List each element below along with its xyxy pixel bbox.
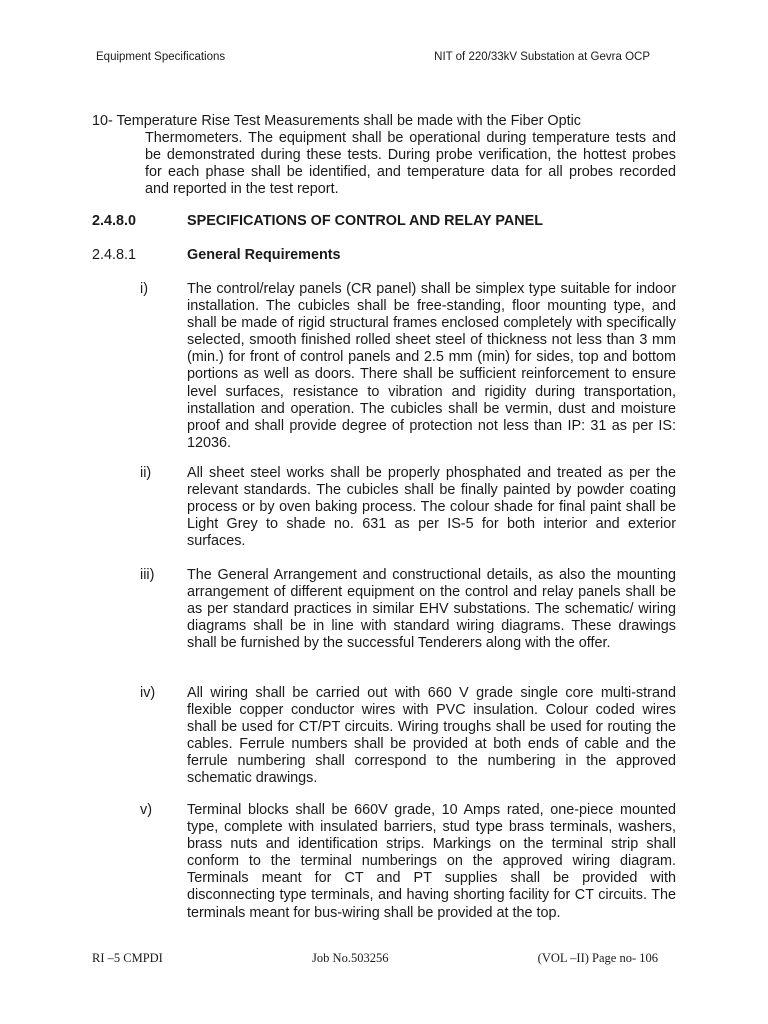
list-item-text: All sheet steel works shall be properly phosphated and treated as per the relevant standards. The cubicles shall be finally painted by powder coating process or by oven baking process. The colour shade for final paint shall be Light Grey to shade no. 631 as per IS-5 for both interior and exterior surfaces. [187,465,676,550]
clause-10 [92,113,676,198]
list-item-number: iv) [140,685,156,701]
footer-left: RI –5 CMPDI [92,951,163,965]
subsection-heading [92,247,341,264]
clause-10-body: Thermometers. The equipment shall be operational during temperature tests and be demonstrated during these tests. During probe verification, the hottest probes for each phase shall be identified, and temperature data for all probes recorded and reported in the test report. [145,130,676,198]
list-item [140,802,676,922]
header-right: NIT of 220/33kV Substation at Gevra OCP [434,51,650,63]
footer-center: Job No.503256 [312,951,389,965]
list-item [140,567,676,652]
subsection-number: 2.4.8.1 [92,247,137,263]
list-item-number: i) [140,281,148,297]
list-item-text: All wiring shall be carried out with 660 V grade single core multi-strand flexible copper conductor wires with PVC insulation. Colour coded wires shall be used for CT/PT circuits. Wiring troughs shall be used for routing the cables. Ferrule numbers shall be provided at both ends of cable and the ferrule numbering shall correspond to the numbering in the approved schematic drawings. [187,685,676,787]
section-heading [92,213,543,230]
list-item-text: Terminal blocks shall be 660V grade, 10 Amps rated, one-piece mounted type, complete with insulated barriers, stud type brass terminals, washers, brass nuts and identification strips. Markings on the terminal strip shall conform to the terminal numberings on the approved wiring diagram. Terminals meant for CT and PT supplies shall be provided with disconnecting type terminals, and having shorting facility for CT circuits. The terminals meant for bus-wiring shall be provided at the top. [187,802,676,921]
footer-right: (VOL –II) Page no- 106 [537,951,658,965]
page-header [96,51,650,63]
list-item [140,685,676,788]
header-left: Equipment Specifications [96,51,226,63]
list-item-number: ii) [140,465,152,481]
list-item-number: iii) [140,567,155,583]
list-item [140,281,676,452]
page-footer [92,951,658,966]
list-item-text: The control/relay panels (CR panel) shall be simplex type suitable for indoor installation. The cubicles shall be free-standing, floor mounting type, and shall be made of rigid structural frames enclosed completely with specifically selected, smooth finished rolled sheet steel of thickness not less than 3 mm (min.) for front of control panels and 2.5 mm (min) for sides, top and bottom portions as well as doors. There shall be sufficient reinforcement to ensure level surfaces, resistance to vibration and rigidity during transportation, installation and operation. The cubicles shall be vermin, dust and moisture proof and shall provide degree of protection not less than IP: 31 as per IS: 12036. [187,281,676,451]
list-item-number: v) [140,802,152,818]
section-title: SPECIFICATIONS OF CONTROL AND RELAY PANEL [187,213,544,229]
list-item [140,465,676,550]
list-item-text: The General Arrangement and constructional details, as also the mounting arrangement of different equipment on the control and relay panels shall be as per standard practices in similar EHV substations. The schematic/ wiring diagrams shall be in line with standard wiring diagrams. These drawings shall be furnished by the successful Tenderers along with the offer. [187,567,676,652]
section-number: 2.4.8.0 [92,213,137,229]
clause-10-first-line: 10- Temperature Rise Test Measurements shall be made with the Fiber Optic [92,113,581,129]
subsection-title: General Requirements [187,247,341,263]
